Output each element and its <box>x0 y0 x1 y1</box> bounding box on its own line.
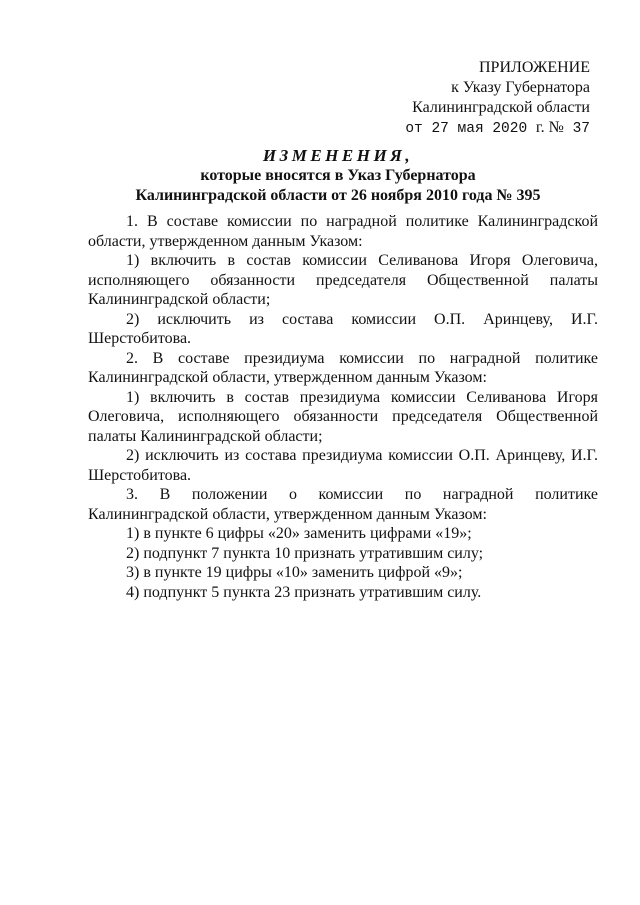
paragraph-3-item-1: 1) в пункте 6 цифры «20» заменить цифрами «19»; <box>126 525 472 542</box>
appendix-block <box>405 58 590 139</box>
paragraph-1-item-1: 1) включить в состав комиссии Селиванова Игоря Олеговича, исполняющего обязанности председателя Общественной палаты Калининградской области; <box>88 252 598 308</box>
date-year-suffix: г. № <box>535 119 564 136</box>
paragraph-2-item-1: 1) включить в состав президиума комиссии Селиванова Игоря Олеговича, исполняющего обязанности председателя Общественной палаты Калининградской области; <box>88 388 598 445</box>
paragraph-3-item-4: 4) подпункт 5 пункта 23 признать утратившим силу. <box>126 583 482 601</box>
decree-number: 37 <box>572 121 590 137</box>
heading-title: ИЗМЕНЕНИЯ, <box>262 146 414 165</box>
paragraph-2-item-2: 2) исключить из состава президиума комиссии О.П. Аринцеву, И.Г. Шерстобитова. <box>88 447 598 484</box>
date-prefix: от <box>405 121 423 137</box>
paragraph-3: 3. В положении о комиссии по наградной политике Калининградской области, утвержденном данным Указом: <box>88 486 598 523</box>
appendix-title: ПРИЛОЖЕНИЕ <box>478 59 590 76</box>
document-body <box>88 212 598 602</box>
document-heading <box>88 146 588 206</box>
paragraph-3-item-3: 3) в пункте 19 цифры «10» заменить цифрой «9»; <box>126 564 463 581</box>
paragraph-3-item-2: 2) подпункт 7 пункта 10 признать утратившим силу; <box>126 544 484 562</box>
date-value: 27 мая 2020 <box>431 121 528 137</box>
paragraph-1-item-2: 2) исключить из состава комиссии О.П. Аринцеву, И.Г. Шерстобитова. <box>88 310 598 347</box>
paragraph-1: 1. В составе комиссии по наградной политике Калининградской области, утвержденном данным Указом: <box>88 213 598 250</box>
paragraph-2: 2. В составе президиума комиссии по наградной политике Калининградской области, утвержденном данным Указом: <box>88 349 598 386</box>
heading-subtitle: которые вносятся в Указ Губернатора <box>200 167 476 184</box>
appendix-region: Калининградской области <box>412 99 590 116</box>
heading-decree-reference: Калининградской области от 26 ноября 2010 года № 395 <box>135 187 541 204</box>
appendix-decree-ref: к Указу Губернатора <box>451 79 590 96</box>
appendix-date-line <box>405 118 590 139</box>
